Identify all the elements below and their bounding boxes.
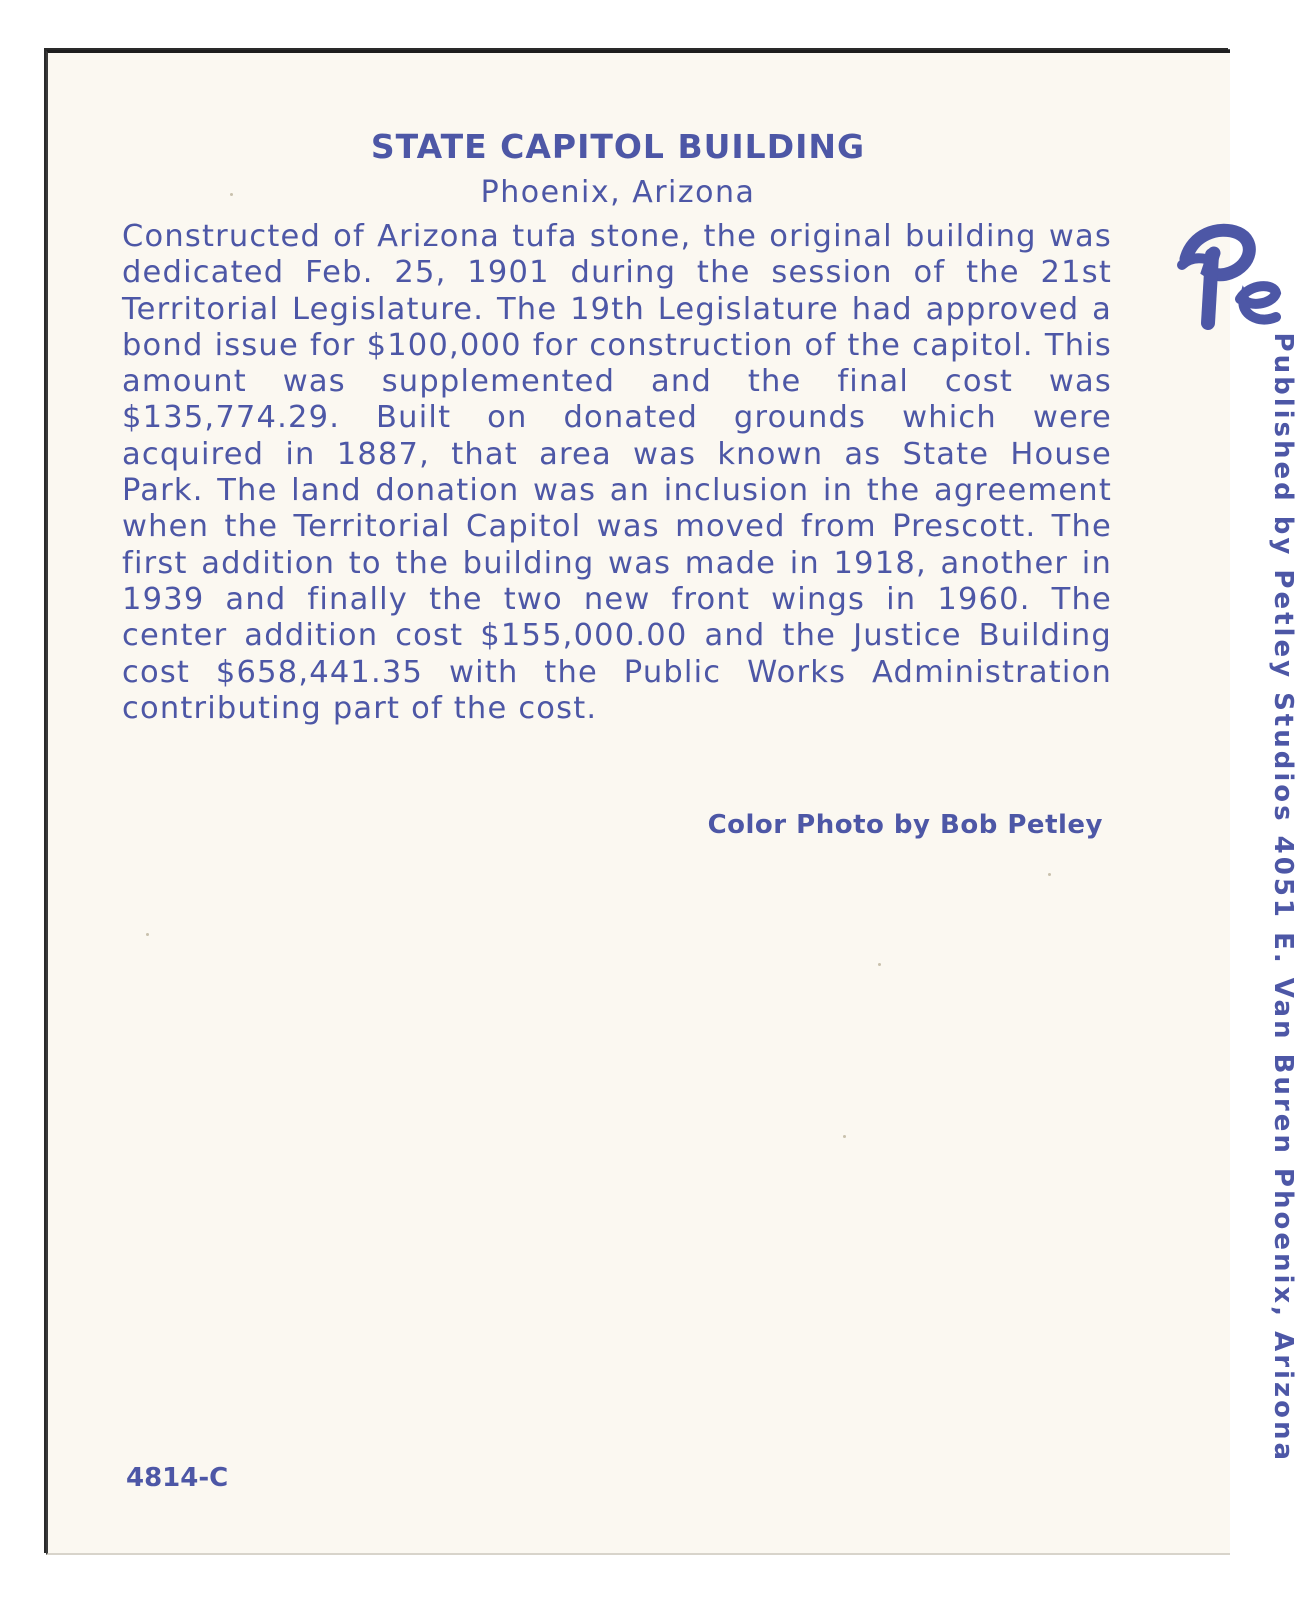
postcard-back: [46, 50, 1298, 1555]
paper-speck: [146, 933, 149, 936]
petley-logo-icon: [1178, 213, 1276, 338]
publisher-logo: [1178, 213, 1276, 338]
paper-speck: [1048, 873, 1051, 876]
paper-speck: [878, 963, 881, 966]
postcard-subtitle: Phoenix, Arizona: [480, 175, 756, 210]
postcard-title: STATE CAPITOL BUILDING: [370, 127, 866, 166]
publisher-imprint-text: Published by Petley Studios 4051 E. Van Buren Phoenix, Arizona: [1268, 332, 1298, 1463]
postcard-description: Constructed of Arizona tufa stone, the original building was dedicated Feb. 25, 1901 during the session of the 21st Territorial Legislature. The 19th Legislature had approved a bond issue for $100,000 for construction of the capitol. This amount was supplemented and the final cost was $135,774.29. Built on donated grounds which were acquired in 1887, that area was known as State House Park. The land donation was an inclusion in the agreement when the Territorial Capitol was moved from Prescott. The first addition to the building was made in 1918, another in 1939 and finally the two new front wings in 1960. The center addition cost $155,000.00 and the Justice Building cost $658,441.35 with the Public Works Administration contributing part of the cost.: [122, 219, 1112, 726]
paper-speck: [230, 193, 233, 196]
publisher-imprint: [1234, 332, 1298, 1463]
card-number: 4814-C: [126, 1463, 229, 1493]
photo-credit: Color Photo by Bob Petley: [707, 810, 1103, 840]
paper-speck: [843, 1135, 846, 1138]
